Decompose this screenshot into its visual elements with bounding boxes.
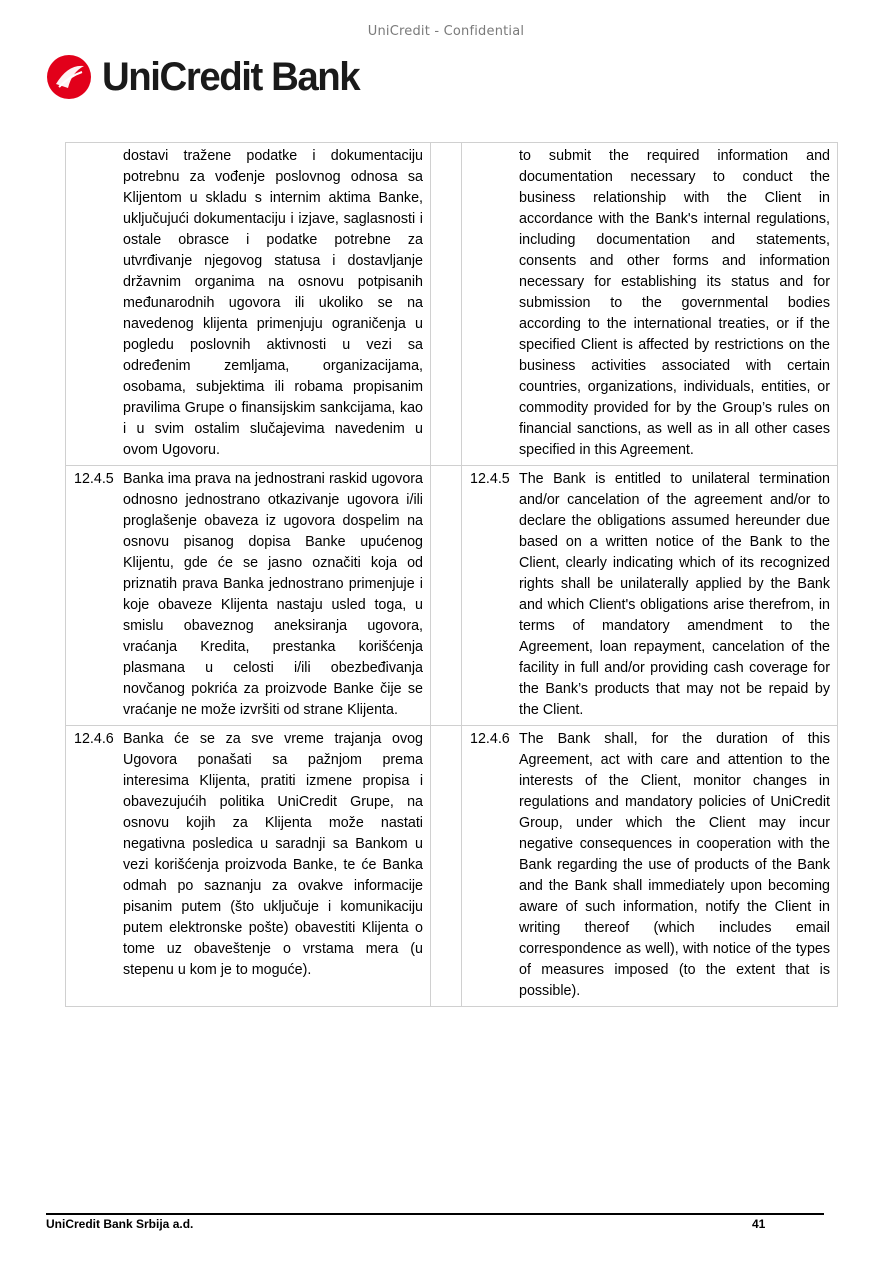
english-cell bbox=[462, 726, 838, 1007]
column-gap bbox=[431, 466, 462, 726]
clause-text-english: The Bank shall, for the duration of this Agreement, act with care and attention to the interests of the Client, monitor changes in regulations and mandatory policies of UniCredit Group, under which the Client may incur negative consequences in cooperation with the Bank regarding the use of products of the Bank and the Bank shall immediately upon becoming aware of such information, notify the Client in writing thereof (which includes email correspondence as well), with notice of the types of measures imposed (to the extent that is possible). bbox=[519, 731, 830, 999]
clause-text-serbian: Banka će se za sve vreme trajanja ovog Ugovora ponašati sa pažnjom prema interesima Klijenta, pratiti izmene propisa i obavezujućih politika UniCredit Grupe, na osnovu kojih za Klijenta može nastati negativna posledica u saradnji sa Bankom u vezi korišćenja proizvoda Banke, te će Banka odmah po saznanju za ovakve informacije pisanim putem (što uključuje i komunikaciju putem elektronske pošte) obavestiti Klijenta o tome uz obaveštenje o vrstama mera (u stepenu u kom je to moguće). bbox=[123, 731, 423, 978]
logo-wordmark: UniCredit Bank bbox=[102, 55, 360, 99]
serbian-cell bbox=[66, 726, 431, 1007]
clause-number bbox=[470, 146, 519, 461]
clause-number: 12.4.6 bbox=[470, 731, 510, 747]
clause-text-english: to submit the required information and documentation necessary to conduct the business relationship with the Client in accordance with the Bank's internal regulations, including documentation and statements, consents and other forms and information necessary for establishing its status and for submission to the governmental bodies according to the international treaties, or if the specified Client is affected by restrictions on the business activities associated with certain countries, organizations, individuals, entities, or commodity provided for by the Group’s rules on financial sanctions, as well as in all other cases specified in this Agreement. bbox=[519, 148, 830, 458]
serbian-cell bbox=[66, 466, 431, 726]
serbian-cell bbox=[66, 143, 431, 466]
footer-divider bbox=[46, 1213, 824, 1215]
bilingual-terms-table bbox=[65, 142, 838, 1007]
column-gap bbox=[431, 143, 462, 466]
clause-text-english: The Bank is entitled to unilateral termination and/or cancelation of the agreement and/or to declare the obligations assumed hereunder due based on a written notice of the Bank to the Client, clearly indicating which of its recognized rights shall be unilaterally applied by the Bank and which Client's obligations arise therefrom, in terms of mandatory amendment to the Agreement, loan repayment, cancelation of the facility in full and/or providing cash coverage for the Bank’s products that may not be repaid by the Client. bbox=[519, 471, 830, 718]
english-cell bbox=[462, 466, 838, 726]
clause-text-serbian: Banka ima prava na jednostrani raskid ugovora odnosno jednostrano otkazivanje ugovora i/ili proglašenje obaveza iz ugovora dospelim na osnovu pisanog dopisa Banke upućenog Klijentu, gde će se jasno označiti koja od priznatih prava Banka jednostrano primenjuje i koje obaveze Klijenta nastaju usled toga, u smislu obaveznog aneksiranja ugovora, vraćanja Kredita, prestanka korišćenja plasmana u celosti i/ili obezbeđivanja novčanog pokrića za proizvode Banke čije se vraćanje ne može izvršiti od strane Klijenta. bbox=[123, 471, 423, 718]
clause-number: 12.4.5 bbox=[74, 471, 114, 487]
unicredit-logo bbox=[46, 52, 370, 102]
footer-company: UniCredit Bank Srbija a.d. bbox=[46, 1217, 194, 1231]
clause-text-serbian: dostavi tražene podatke i dokumentaciju potrebnu za vođenje poslovnog odnosa sa Klijentom u skladu s internim aktima Banke, uključujući dokumentaciju i izjave, saglasnosti i ostale obrasce i podatke potrebne za utvrđivanje njegovog statusa i dostavljanje državnim organima na osnovu potpisanih međunarodnih ugovora ili ukoliko se na navedenog klijenta primenjuju ograničenja u pogledu poslovnih aktivnosti u vezi sa određenim zemljama, organizacijama, osobama, subjektima ili robama propisanim pravilima Grupe o finansijskim sankcijama, kao i u svim ostalim slučajevima navedenim u ovom Ugovoru. bbox=[123, 148, 423, 458]
table-row bbox=[66, 466, 838, 726]
english-cell bbox=[462, 143, 838, 466]
clause-number: 12.4.6 bbox=[74, 731, 114, 747]
unicredit-emblem-icon bbox=[46, 54, 92, 100]
column-gap bbox=[431, 726, 462, 1007]
clause-number bbox=[74, 146, 123, 461]
confidential-label: UniCredit - Confidential bbox=[367, 24, 525, 39]
page-number: 41 bbox=[752, 1217, 766, 1231]
table-row bbox=[66, 726, 838, 1007]
clause-number: 12.4.5 bbox=[470, 471, 510, 487]
table-row bbox=[66, 143, 838, 466]
